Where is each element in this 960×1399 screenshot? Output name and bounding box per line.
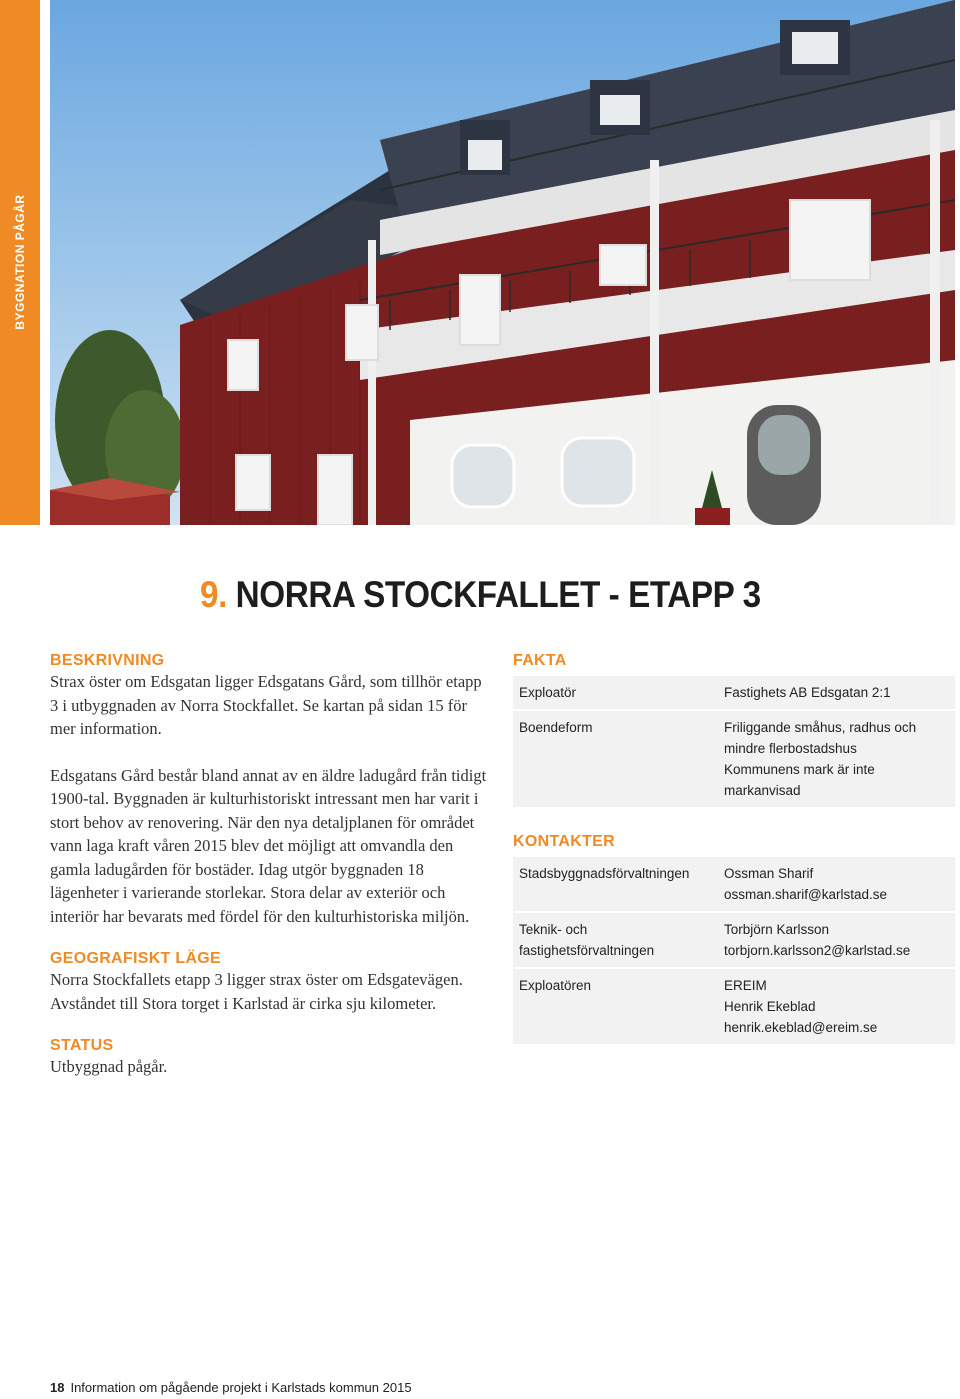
fakta-row-boendeform [513, 711, 955, 809]
kontakter-key [519, 919, 724, 961]
status-text: Utbyggnad pågår. [50, 1057, 168, 1076]
contact-name: Torbjörn Karlsson [724, 922, 830, 937]
beskrivning-paragraph-2: Edsgatans Gård består bland annat av en äldre ladugård från tidigt 1900-tal. Byggnaden är kulturhistoriskt intressant men har varit i stort behov av renovering. När den nya detaljplanen för området vann laga kraft våren 2015 blev det möjligt att omvandla den gamla ladugården för bostäder. Idag utgör byggnaden 18 lägenheter i varierande storlekar. Stora delar av exteriör och interiör har bevarats med fördel för den kulturhistoriska miljön. [50, 765, 487, 926]
footer-text: Information om pågående projekt i Karlstads kommun 2015 [70, 1380, 412, 1395]
fakta-heading: FAKTA [513, 652, 567, 669]
title-number: 9. [200, 574, 227, 615]
contact-name: Henrik Ekeblad [724, 999, 816, 1014]
left-column [50, 652, 490, 1101]
side-tab [0, 0, 40, 525]
status-section [50, 1037, 490, 1079]
kontakter-value [724, 975, 955, 1038]
building-photo [50, 0, 955, 525]
fakta-row-exploator [513, 676, 955, 711]
status-heading: STATUS [50, 1037, 114, 1054]
kontakter-table [513, 857, 955, 1046]
beskrivning-section [50, 652, 490, 928]
fakta-value [724, 717, 955, 801]
fakta-value: Fastighets AB Edsgatan 2:1 [724, 685, 891, 700]
kontakter-key-line: fastighetsförvaltningen [519, 943, 655, 958]
contact-name: Ossman Sharif [724, 866, 814, 881]
contact-email[interactable]: ossman.sharif@karlstad.se [724, 887, 888, 902]
beskrivning-paragraph-1: Strax öster om Edsgatan ligger Edsgatans Gård, som tillhör etapp 3 i utbyggnaden av Norra Stockfallet. Se kartan på sidan 15 för mer information. [50, 672, 482, 738]
page-number: 18 [50, 1380, 65, 1395]
beskrivning-heading: BESKRIVNING [50, 652, 165, 669]
contact-email[interactable]: torbjorn.karlsson2@karlstad.se [724, 943, 911, 958]
kontakter-key-line: Teknik- och [519, 922, 588, 937]
kontakter-row-exploatoren [513, 969, 955, 1046]
contact-company: EREIM [724, 978, 767, 993]
geografiskt-text: Norra Stockfallets etapp 3 ligger strax öster om Edsgatevägen. Avståndet till Stora torget i Karlstad är cirka sju kilometer. [50, 970, 463, 1013]
fakta-value-line: Friliggande småhus, radhus och [724, 720, 917, 735]
contact-email[interactable]: henrik.ekeblad@ereim.se [724, 1020, 878, 1035]
kontakter-row-stads [513, 857, 955, 913]
fakta-key: Boendeform [519, 720, 593, 735]
kontakter-key: Stadsbyggnadsförvaltningen [519, 866, 690, 881]
geografiskt-heading: GEOGRAFISKT LÄGE [50, 950, 222, 967]
title-text: NORRA STOCKFALLET - ETAPP 3 [235, 574, 761, 615]
kontakter-value [724, 919, 955, 961]
page-title [200, 574, 761, 616]
fakta-value-line: markanvisad [724, 783, 801, 798]
page-footer [50, 1380, 412, 1395]
kontakter-row-teknik [513, 913, 955, 969]
side-tab-label: BYGGNATION PÅGÅR [13, 194, 27, 330]
fakta-table [513, 676, 955, 809]
kontakter-value [724, 863, 955, 905]
geografiskt-section [50, 950, 490, 1015]
fakta-value-line: Kommunens mark är inte [724, 762, 875, 777]
kontakter-heading: KONTAKTER [513, 833, 615, 850]
kontakter-key: Exploatören [519, 978, 592, 993]
fakta-value-line: mindre flerbostadshus [724, 741, 857, 756]
right-column [513, 652, 955, 1046]
fakta-key: Exploatör [519, 685, 577, 700]
